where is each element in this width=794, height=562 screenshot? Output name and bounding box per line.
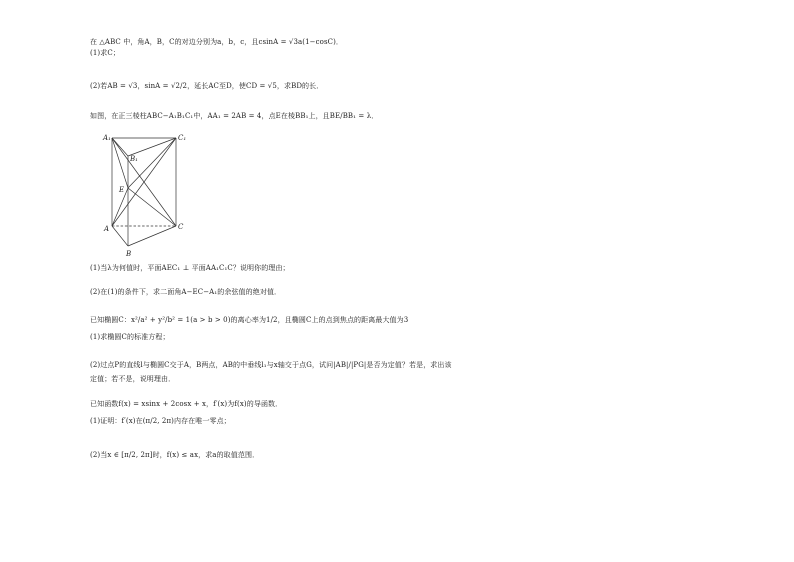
problem-2-part-1: (1)当λ为何值时，平面AEC₁ ⊥ 平面AA₁C₁C？说明你的理由； [90, 264, 290, 272]
problem-3-part-2: (2)过点P的直线l与椭圆C交于A，B两点，AB的中垂线l₁与x轴交于点G，试问|AB|/|PG|是否为定值？若是，求出该 [90, 361, 452, 369]
problem-4-part-1: (1)证明：f′(x)在(π/2, 2π)内存在唯一零点； [90, 417, 231, 425]
label-b: B [126, 250, 132, 258]
label-a: A [104, 225, 110, 233]
label-e: E [119, 186, 125, 194]
problem-4-stem: 已知函数f(x) = xsinx + 2cosx + x，f′(x)为f(x)的导函数． [90, 400, 283, 408]
prism-figure [100, 130, 190, 260]
label-c1: C₁ [178, 134, 187, 142]
problem-2-stem: 如图，在正三棱柱ABC−A₁B₁C₁中，AA₁ = 2AB = 4，点E在棱BB₁上，且BE/BB₁ = λ． [90, 112, 379, 120]
label-b1: B₁ [130, 155, 138, 163]
label-c: C [178, 223, 184, 231]
problem-1-part-1: (1)求C； [90, 49, 120, 57]
problem-3-part-1: (1)求椭圆C的标准方程； [90, 333, 170, 341]
problem-3-part-2-cont: 定值；若不是，说明理由． [90, 375, 176, 383]
problem-3-stem: 已知椭圆C：x²/a² + y²/b² = 1(a > b > 0)的离心率为1/2，且椭圆C上的点到焦点的距离最大值为3 [90, 316, 409, 324]
problem-1-stem: 在 △ABC 中，角A，B，C的对边分别为a，b，c，且csinA = √3a(1−cosC)． [90, 38, 344, 46]
problem-1-part-2: (2)若AB = √3，sinA = √2/2，延长AC至D，使CD = √5，求BD的长． [90, 82, 324, 90]
problem-2-part-2: (2)在(1)的条件下，求二面角A−EC−A₁的余弦值的绝对值． [90, 288, 282, 296]
problem-4-part-2: (2)当x ∈ [π/2, 2π]时，f(x) ≤ ax，求a的取值范围． [90, 451, 260, 459]
label-a1: A₁ [103, 134, 111, 142]
